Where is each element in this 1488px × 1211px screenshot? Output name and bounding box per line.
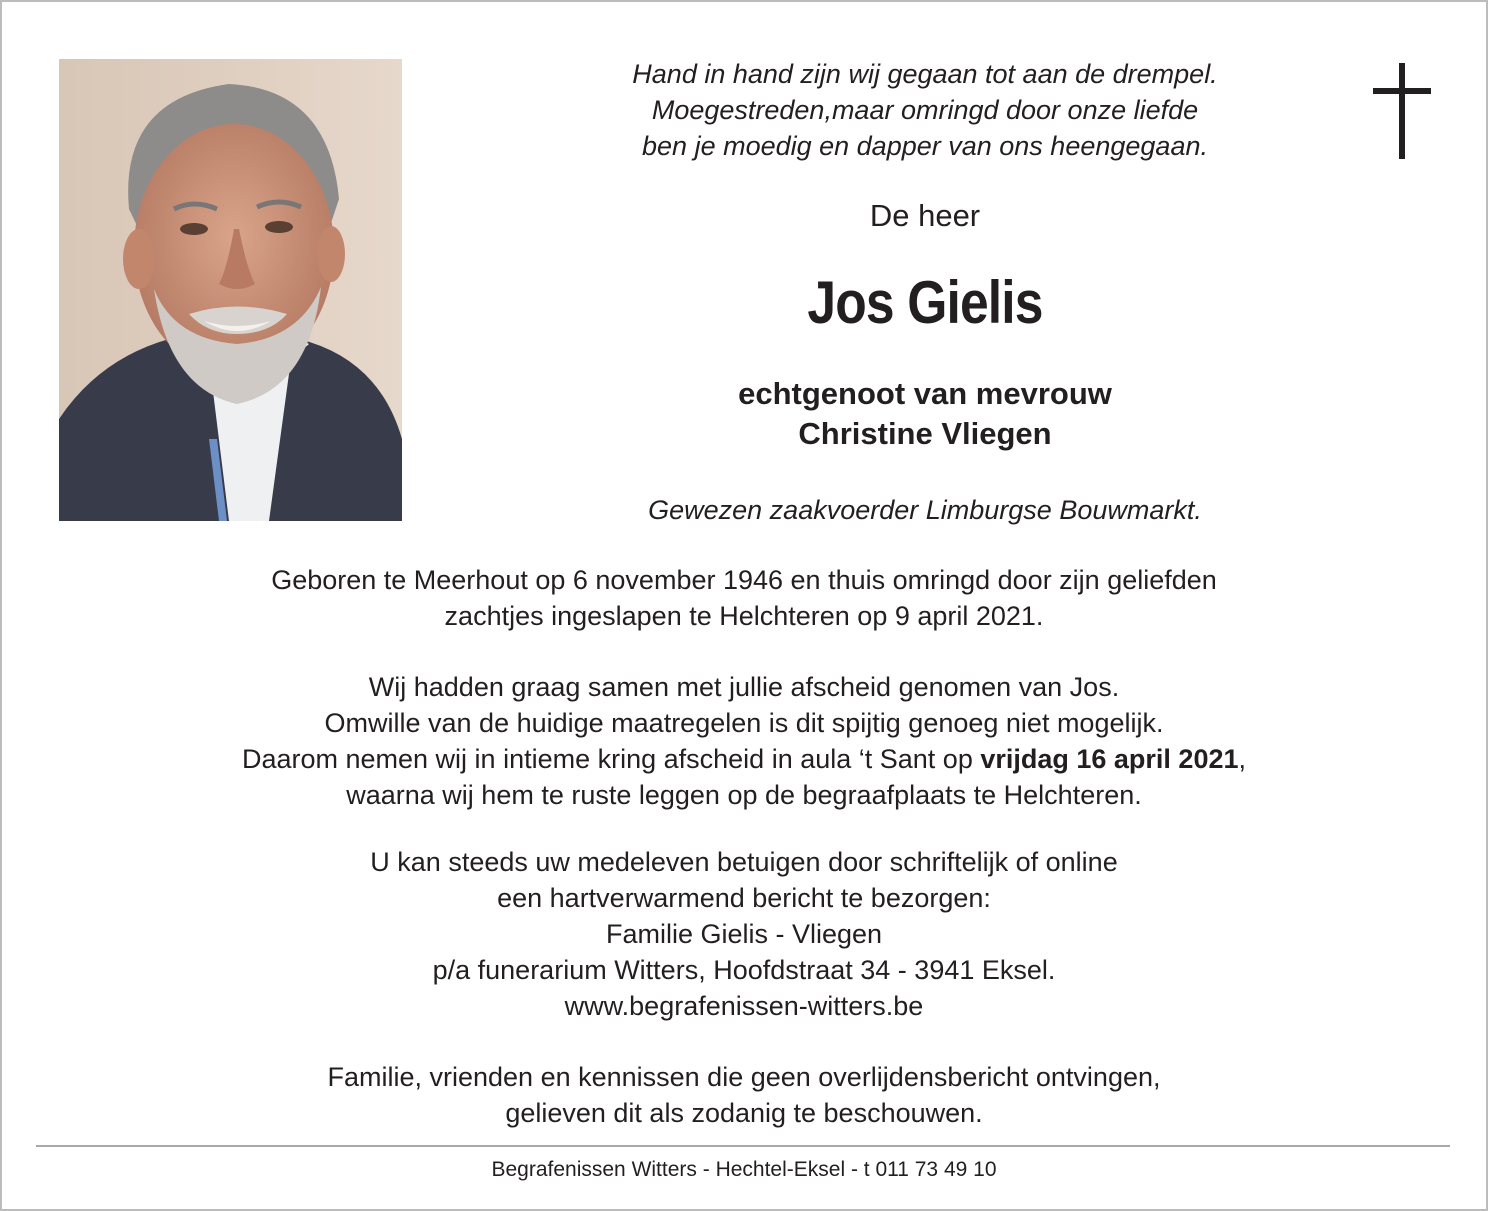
paragraph-line: zachtjes ingeslapen te Helchteren op 9 april 2021. <box>444 601 1044 631</box>
footer-divider <box>36 1145 1450 1147</box>
deceased-name: Jos Gielis <box>807 269 1043 336</box>
address: p/a funerarium Witters, Hoofdstraat 34 - 3941 Eksel. <box>432 955 1056 985</box>
condolence-paragraph <box>0 844 1488 1024</box>
paragraph-line: U kan steeds uw medeleven betuigen door schriftelijk of online <box>370 847 1118 877</box>
farewell-paragraph <box>0 669 1488 813</box>
paragraph-line: Familie, vrienden en kennissen die geen overlijdensbericht ontvingen, <box>327 1062 1161 1092</box>
portrait-photo <box>59 59 402 521</box>
salutation: De heer <box>869 198 981 233</box>
farewell-text: Daarom nemen wij in intieme kring afscheid in aula ‘t Sant op <box>241 744 981 774</box>
poem-line: ben je moedig en dapper van ons heengegaan. <box>642 131 1208 161</box>
paragraph-line: een hartverwarmend bericht te bezorgen: <box>497 883 991 913</box>
farewell-punctuation: , <box>1238 744 1247 774</box>
poem <box>470 56 1380 164</box>
paragraph-line: Wij hadden graag samen met jullie afscheid genomen van Jos. <box>368 672 1120 702</box>
paragraph-line: Omwille van de huidige maatregelen is dit spijtig genoeg niet mogelijk. <box>324 708 1164 738</box>
notice-paragraph <box>0 1059 1488 1131</box>
poem-line: Moegestreden,maar omringd door onze liefde <box>651 95 1199 125</box>
website-link[interactable]: www.begrafenissen-witters.be <box>564 991 924 1021</box>
birth-death-paragraph <box>0 562 1488 634</box>
footer-text: Begrafenissen Witters - Hechtel-Eksel - t 011 73 49 10 <box>491 1158 997 1181</box>
occupation: Gewezen zaakvoerder Limburgse Bouwmarkt. <box>648 495 1202 525</box>
paragraph-line <box>0 741 1488 777</box>
paragraph-line: waarna wij hem te ruste leggen op de begraafplaats te Helchteren. <box>346 780 1142 810</box>
paragraph-line: Geboren te Meerhout op 6 november 1946 en thuis omringd door zijn geliefden <box>271 565 1217 595</box>
cross-icon <box>1373 63 1431 159</box>
poem-line: Hand in hand zijn wij gegaan tot aan de drempel. <box>632 59 1218 89</box>
family-name: Familie Gielis - Vliegen <box>605 919 883 949</box>
funeral-date: vrijdag 16 april 2021 <box>980 744 1239 774</box>
paragraph-line: gelieven dit als zodanig te beschouwen. <box>505 1098 983 1128</box>
spouse-name: Christine Vliegen <box>798 416 1052 451</box>
spouse-block <box>470 374 1380 454</box>
spouse-line: echtgenoot van mevrouw <box>738 376 1112 411</box>
